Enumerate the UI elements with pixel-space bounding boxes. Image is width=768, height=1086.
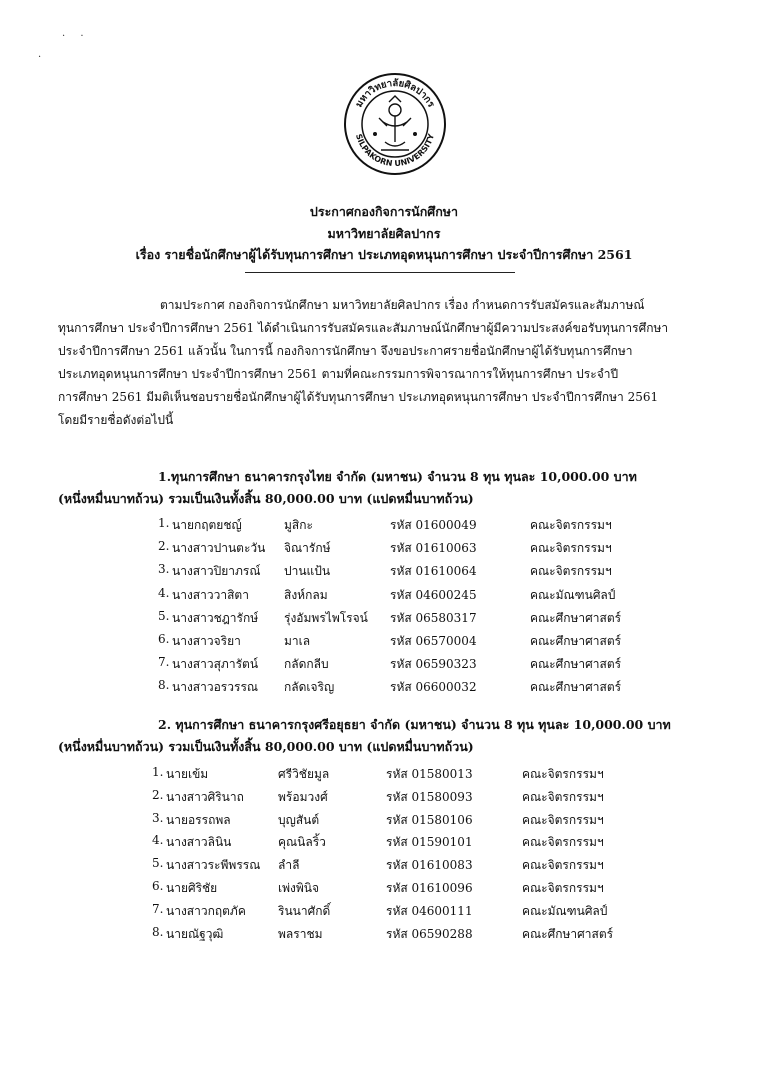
student-faculty: คณะศึกษาศาสตร์	[522, 926, 614, 941]
seal-top-text: มหาวิทยาลัยศิลปากร	[353, 77, 437, 110]
student-number: 6.	[158, 632, 170, 646]
heading-divider	[245, 272, 515, 273]
student-name: นายอรรถพล	[166, 812, 231, 827]
list-item	[0, 765, 768, 783]
scholarship-section-title	[58, 714, 726, 758]
student-faculty: คณะศึกษาศาสตร์	[530, 634, 622, 648]
student-faculty: คณะจิตรกรรมฯ	[530, 518, 612, 532]
scan-speck: . .	[62, 28, 90, 39]
student-surname: มาเล	[284, 634, 311, 648]
student-surname: รินนาศักดิ์	[278, 903, 331, 918]
intro-line: ตามประกาศ กองกิจการนักศึกษา มหาวิทยาลัยศิลปากร เรื่อง กำหนดการรับสมัครและสัมภาษณ์	[160, 298, 645, 312]
student-number: 1.	[158, 516, 170, 530]
student-code: รหัส 01580013	[386, 767, 473, 781]
student-code: รหัส 01610064	[390, 564, 477, 579]
student-surname: กลัดกลีบ	[284, 657, 329, 672]
student-code: รหัส 01610096	[386, 881, 473, 895]
student-number: 5.	[158, 608, 170, 623]
intro-line: ประเภทอุดหนุนการศึกษา ประจำปีการศึกษา 2561 ตามที่คณะกรรมการพิจารณาการให้ทุนการศึกษา ประจำปี	[58, 367, 619, 381]
student-faculty: คณะมัณฑนศิลป์	[522, 903, 608, 918]
student-faculty: คณะจิตรกรรมฯ	[530, 541, 612, 556]
student-name: นางสาวปิยาภรณ์	[172, 564, 261, 579]
student-name: นางสาวระพีพรรณ	[166, 858, 261, 873]
student-code: รหัส 06580317	[390, 610, 477, 625]
student-name: นางสาวชฎารักษ์	[172, 610, 259, 625]
student-faculty: คณะจิตรกรรมฯ	[530, 564, 612, 579]
list-item	[0, 833, 768, 851]
seal-bottom-text: SILPAKORN UNIVERSITY	[353, 132, 437, 169]
student-name: นายณัฐวุฒิ	[166, 926, 224, 941]
announcement-issuer: ประกาศกองกิจการนักศึกษา	[309, 204, 459, 219]
student-name: นางสาวสุภารัตน์	[172, 657, 259, 672]
student-name: นางสาวจริยา	[172, 634, 241, 648]
student-surname: เพ่งพินิจ	[278, 881, 320, 895]
student-code: รหัส 01610083	[386, 858, 473, 873]
intro-paragraph	[58, 294, 726, 432]
list-item	[0, 902, 768, 920]
student-code: รหัส 06590288	[386, 926, 473, 941]
student-code: รหัส 01580106	[386, 812, 473, 827]
student-name: นายเข้ม	[166, 767, 209, 781]
student-code: รหัส 01580093	[386, 789, 473, 804]
student-code: รหัส 04600245	[390, 587, 477, 602]
list-item	[0, 586, 768, 604]
scan-speck: ·	[38, 52, 42, 63]
student-faculty: คณะจิตรกรรมฯ	[522, 881, 604, 895]
intro-line: ประจำปีการศึกษา 2561 แล้วนั้น ในการนี้ กองกิจการนักศึกษา จึงขอประกาศรายชื่อนักศึกษาผู้ได้รับทุนการศึกษา	[58, 344, 633, 358]
student-code: รหัส 04600111	[386, 903, 473, 918]
list-item	[0, 632, 768, 650]
student-name: นางสาวอรวรรณ	[172, 680, 259, 695]
section-title-line: (หนึ่งหมื่นบาทถ้วน) รวมเป็นเงินทั้งสิ้น 80,000.00 บาท (แปดหมื่นบาทถ้วน)	[58, 491, 474, 506]
student-code: รหัส 06570004	[390, 634, 477, 648]
section-title-line: (หนึ่งหมื่นบาทถ้วน) รวมเป็นเงินทั้งสิ้น 80,000.00 บาท (แปดหมื่นบาทถ้วน)	[58, 739, 474, 754]
student-number: 3.	[152, 810, 164, 825]
list-item	[0, 788, 768, 806]
intro-line: การศึกษา 2561 มีมติเห็นชอบรายชื่อนักศึกษาผู้ได้รับทุนการศึกษา ประเภทอุดหนุนการศึกษา ประจำปีการศึกษา 2561	[58, 390, 659, 404]
student-surname: กลัดเจริญ	[284, 680, 335, 695]
list-item	[0, 678, 768, 696]
intro-line: โดยมีรายชื่อดังต่อไปนี้	[58, 413, 174, 427]
student-number: 4.	[158, 585, 170, 600]
student-code: รหัส 01610063	[390, 541, 477, 556]
student-faculty: คณะศึกษาศาสตร์	[530, 680, 622, 695]
student-surname: ปานแป้น	[284, 564, 331, 579]
intro-line: ทุนการศึกษา ประจำปีการศึกษา 2561 ได้ดำเนินการรับสมัครและสัมภาษณ์นักศึกษาผู้มีความประสงค์ขอรับทุนการศึกษา	[58, 321, 669, 335]
scholarship-section-title	[58, 466, 726, 510]
student-number: 1.	[152, 765, 164, 779]
student-number: 8.	[152, 924, 164, 939]
student-faculty: คณะจิตรกรรมฯ	[522, 812, 604, 827]
student-name: นางสาวปานตะวัน	[172, 541, 266, 556]
student-name: นางสาวกฤตภัค	[166, 903, 246, 918]
student-number: 7.	[158, 655, 170, 670]
student-faculty: คณะศึกษาศาสตร์	[530, 657, 622, 672]
student-surname: รุ่งอัมพรไพโรจน์	[284, 610, 368, 625]
list-item	[0, 811, 768, 829]
student-code: รหัส 01600049	[390, 518, 477, 532]
list-item	[0, 879, 768, 897]
student-code: รหัส 06600032	[390, 680, 477, 695]
student-faculty: คณะมัณฑนศิลป์	[530, 587, 616, 602]
list-item	[0, 609, 768, 627]
student-number: 2.	[158, 539, 170, 554]
student-surname: สิงห์กลม	[284, 587, 328, 602]
announcement-subject: เรื่อง รายชื่อนักศึกษาผู้ได้รับทุนการศึกษา ประเภทอุดหนุนการศึกษา ประจำปีการศึกษา 2561	[135, 247, 633, 262]
university-name: มหาวิทยาลัยศิลปากร	[327, 226, 441, 241]
list-item	[0, 562, 768, 580]
student-faculty: คณะศึกษาศาสตร์	[530, 610, 622, 625]
student-name: นายกฤตยชญ์	[172, 518, 242, 532]
student-number: 6.	[152, 879, 164, 893]
student-surname: จิณารักษ์	[284, 541, 331, 556]
student-surname: พลราชม	[278, 926, 323, 941]
section-title-line: 1.ทุนการศึกษา ธนาคารกรุงไทย จำกัด (มหาชน) จำนวน 8 ทุน ทุนละ 10,000.00 บาท	[158, 469, 637, 484]
student-surname: ศรีวิชัยมูล	[278, 767, 330, 781]
student-number: 4.	[152, 833, 164, 848]
student-name: นางสาวศิรินาถ	[166, 789, 244, 804]
student-faculty: คณะจิตรกรรมฯ	[522, 858, 604, 873]
section-title-line: 2. ทุนการศึกษา ธนาคารกรุงศรีอยุธยา จำกัด (มหาชน) จำนวน 8 ทุน ทุนละ 10,000.00 บาท	[158, 717, 671, 732]
student-name: นายศิริชัย	[166, 881, 218, 895]
student-number: 8.	[158, 678, 170, 693]
student-surname: บุญสันต์	[278, 812, 320, 827]
student-code: รหัส 06590323	[390, 657, 477, 672]
list-item	[0, 655, 768, 673]
list-item	[0, 856, 768, 874]
student-faculty: คณะจิตรกรรมฯ	[522, 767, 604, 781]
student-surname: พร้อมวงศ์	[278, 789, 328, 804]
student-surname: ลำลี	[278, 858, 300, 873]
student-name: นางสาวลินิน	[166, 835, 232, 850]
university-seal-icon	[343, 72, 447, 176]
list-item	[0, 516, 768, 534]
student-name: นางสาววาสิตา	[172, 587, 249, 602]
student-number: 3.	[158, 562, 170, 577]
student-surname: มูสิกะ	[284, 518, 313, 532]
list-item	[0, 925, 768, 943]
student-number: 7.	[152, 901, 164, 916]
student-number: 5.	[152, 856, 164, 871]
student-faculty: คณะจิตรกรรมฯ	[522, 789, 604, 804]
student-faculty: คณะจิตรกรรมฯ	[522, 835, 604, 850]
student-number: 2.	[152, 787, 164, 802]
student-code: รหัส 01590101	[386, 835, 473, 850]
list-item	[0, 539, 768, 557]
student-surname: คุณนิลริ้ว	[278, 835, 326, 850]
